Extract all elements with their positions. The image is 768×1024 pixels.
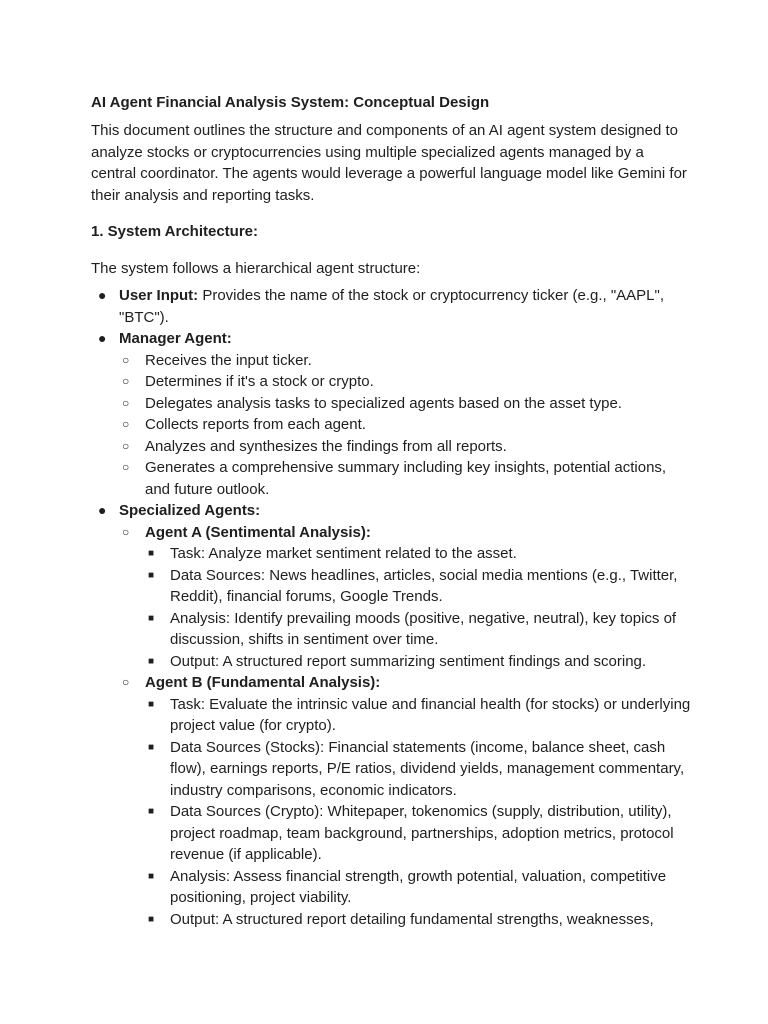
list-item: ■ Data Sources: News headlines, articles, social media mentions (e.g., Twitter, Reddit), financial forums, Google Trends.	[148, 566, 678, 605]
bullet-disc-icon: ●	[98, 287, 107, 303]
bullet-square-icon: ■	[148, 806, 155, 817]
list-item: ○ Determines if it's a stock or crypto.	[119, 371, 691, 393]
list-item: ■ Analysis: Identify prevailing moods (positive, negative, neutral), key topics of discussion, shifts in sentiment over time.	[148, 609, 677, 648]
user-input-text: Provides the name of the stock or cryptocurrency ticker (e.g., "AAPL", "BTC").	[119, 287, 665, 326]
list-item-user-input	[91, 285, 691, 328]
list-item: ○ Delegates analysis tasks to specialized agents based on the asset type.	[119, 393, 691, 415]
bullet-disc-icon: ●	[98, 330, 107, 346]
bullet-circle-icon: ○	[122, 395, 130, 410]
list-item: ■ Task: Analyze market sentiment related to the asset.	[145, 543, 691, 565]
list-item: ■ Task: Evaluate the intrinsic value and financial health (for stocks) or underlying project value (for crypto).	[148, 695, 691, 734]
agent-a-label: Agent A (Sentimental Analysis):	[145, 523, 371, 541]
list-item-specialized-agents	[91, 500, 691, 930]
agent-b-list	[145, 694, 691, 931]
list-item-agent-a	[119, 522, 691, 673]
specialized-agents-list	[119, 522, 691, 931]
document-page	[91, 92, 691, 930]
bullet-circle-icon: ○	[122, 460, 130, 474]
list-item: ○ Analyzes and synthesizes the findings from all reports.	[119, 436, 691, 458]
specialized-agents-label: Specialized Agents:	[119, 502, 261, 519]
bullet-circle-icon: ○	[122, 417, 130, 431]
intro-paragraph: This document outlines the structure and components of an AI agent system designed to analyze stocks or cryptocurrencies using multiple specialized agents managed by a central coordinator. The agents would leverage a powerful language model like Gemini for their analysis and reporting tasks.	[91, 122, 687, 204]
bullet-circle-icon: ○	[122, 438, 130, 453]
list-item: ○ Receives the input ticker.	[119, 350, 691, 372]
bullet-square-icon: ■	[148, 548, 155, 559]
bullet-square-icon: ■	[148, 655, 155, 667]
section-lead: The system follows a hierarchical agent structure:	[91, 259, 421, 277]
bullet-square-icon: ■	[148, 741, 155, 753]
bullet-circle-icon: ○	[122, 675, 130, 689]
bullet-square-icon: ■	[148, 698, 155, 710]
list-item: ■ Data Sources (Crypto): Whitepaper, tokenomics (supply, distribution, utility), project roadmap, team background, partnerships, adoption metrics, protocol revenue (if applicable).	[148, 803, 674, 863]
bullet-square-icon: ■	[148, 612, 155, 624]
bullet-circle-icon: ○	[122, 352, 130, 367]
agent-b-label: Agent B (Fundamental Analysis):	[145, 674, 381, 691]
bullet-square-icon: ■	[148, 569, 155, 581]
list-item-agent-b	[119, 672, 691, 930]
list-item: ○ Collects reports from each agent.	[119, 414, 691, 436]
bullet-square-icon: ■	[148, 913, 155, 925]
list-item: ○ Generates a comprehensive summary including key insights, potential actions, and future outlook.	[122, 459, 667, 498]
section-heading: 1. System Architecture:	[91, 223, 259, 240]
list-item: ■ Output: A structured report detailing fundamental strengths, weaknesses,	[145, 909, 691, 931]
manager-agent-label: Manager Agent:	[119, 330, 232, 347]
list-item: ■ Data Sources (Stocks): Financial statements (income, balance sheet, cash flow), earnings reports, P/E ratios, dividend yields, management commentary, industry comparisons, economic indicators.	[148, 738, 685, 799]
list-item: ■ Output: A structured report summarizing sentiment findings and scoring.	[145, 651, 691, 673]
agent-a-list	[145, 543, 691, 672]
list-item: ■ Analysis: Assess financial strength, growth potential, valuation, competitive positioning, project viability.	[148, 867, 667, 906]
architecture-list	[91, 285, 691, 930]
bullet-circle-icon: ○	[122, 524, 130, 539]
bullet-circle-icon: ○	[122, 374, 130, 388]
user-input-label: User Input:	[119, 287, 199, 304]
bullet-square-icon: ■	[148, 870, 155, 882]
bullet-disc-icon: ●	[98, 502, 107, 518]
document-title: AI Agent Financial Analysis System: Conceptual Design	[91, 94, 490, 111]
manager-tasks-list	[119, 350, 691, 501]
list-item-manager-agent	[91, 328, 691, 500]
